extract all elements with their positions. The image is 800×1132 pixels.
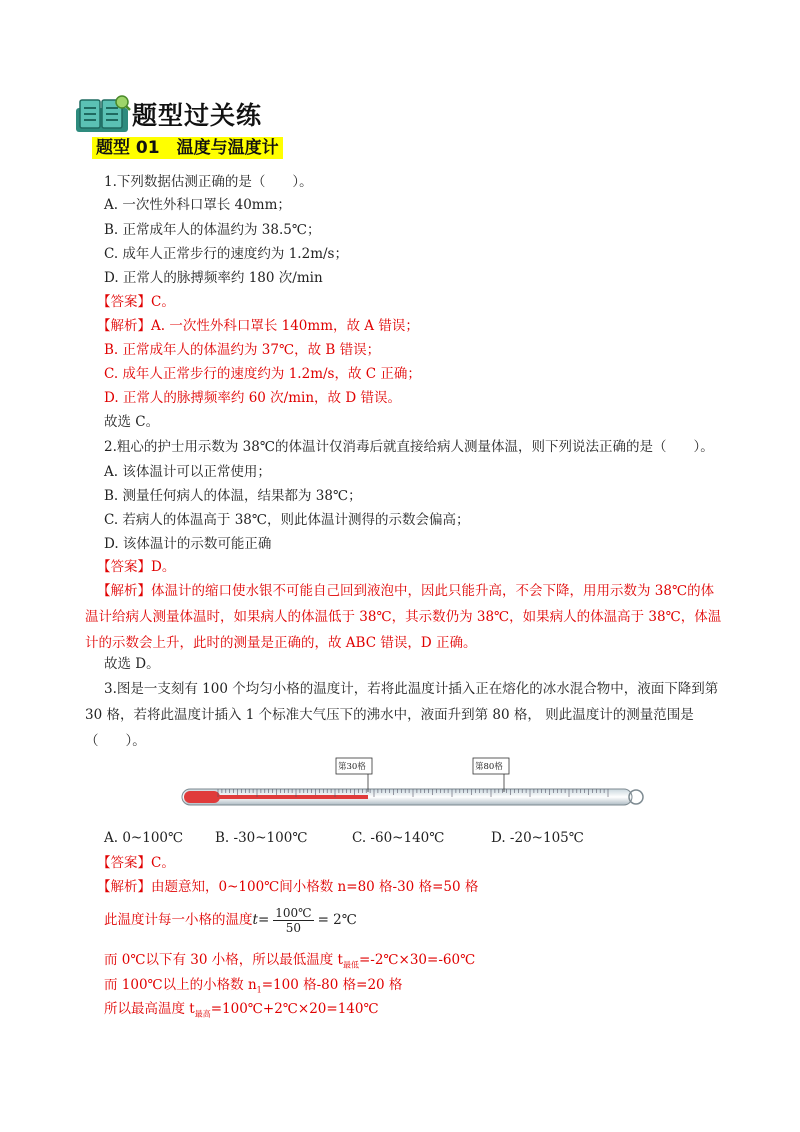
q1-analysis-4: D. 正常人的脉搏频率约 60 次/min，故 D 错误。 [104, 390, 401, 406]
formula-fraction [273, 906, 313, 935]
q2-option-b: B. 测量任何病人的体温，结果都为 38℃； [104, 488, 362, 504]
q3-option-c: C. -60~140℃ [352, 830, 445, 846]
q3-analysis-5-sub: 最高 [194, 1009, 211, 1019]
q1-stem: 1.下列数据估测正确的是（ ）。 [104, 174, 313, 190]
q3-option-a: A. 0~100℃ [104, 830, 184, 846]
q1-analysis-3: C. 成年人正常步行的速度约为 1.2m/s，故 C 正确； [104, 366, 421, 382]
section-subtitle: 题型 01 温度与温度计 [92, 137, 283, 159]
formula-result: = 2℃ [317, 912, 357, 928]
q3-stem: 3.图是一支刻有 100 个均匀小格的温度计，若将此温度计插入正在熔化的冰水混合物中，液面下降到第 30 格，若将此温度计插入 1 个标准大气压下的沸水中，液面升到第 80 格， 则此温度计的测量范围是（ ）。 [85, 681, 719, 749]
formula-numerator: 100℃ [275, 906, 312, 920]
q2-option-c: C. 若病人的体温高于 38℃，则此体温计测得的示数会偏高； [104, 512, 470, 528]
q2-answer: 【答案】D。 [97, 559, 176, 575]
q3-analysis-3 [104, 950, 475, 976]
q3-option-b: B. -30~100℃ [215, 830, 308, 846]
q3-analysis-2 [104, 905, 357, 935]
q3-analysis-1: 【解析】由题意知，0~100℃间小格数 n=80 格-30 格=50 格 [97, 879, 479, 895]
label-30: 第30格 [338, 762, 366, 772]
q3-analysis-4-suffix: =100 格-80 格=20 格 [261, 977, 403, 993]
q1-option-d: D. 正常人的脉搏频率约 180 次/min [104, 270, 323, 286]
q3-analysis-3-prefix: 而 0℃以下有 30 小格，所以最低温度 t [104, 952, 343, 968]
q2-option-d: D. 该体温计的示数可能正确 [104, 536, 272, 552]
q3-analysis-5-suffix: =100℃+2℃×20=140℃ [210, 1001, 379, 1017]
page-title: 题型过关练 [132, 101, 263, 130]
q3-analysis-5-prefix: 所以最高温度 t [104, 1001, 195, 1017]
q3-option-d: D. -20~105℃ [491, 830, 584, 846]
q3-analysis-4 [104, 975, 402, 1001]
label-80: 第80格 [475, 762, 503, 772]
q1-option-b: B. 正常成年人的体温约为 38.5℃； [104, 222, 321, 238]
q3-analysis-2-text: 此温度计每一小格的温度 [104, 912, 253, 928]
q3-analysis-5 [104, 999, 379, 1025]
q3-analysis-3-sub: 最低 [342, 960, 359, 970]
q1-analysis-1: 【解析】A. 一次性外科口罩长 140mm，故 A 错误； [97, 318, 419, 334]
q2-conclusion: 故选 D。 [104, 656, 160, 672]
q1-analysis-2: B. 正常成年人的体温约为 37℃，故 B 错误； [104, 342, 381, 358]
q1-option-a: A. 一次性外科口罩长 40mm； [104, 197, 291, 213]
q2-stem: 2.粗心的护士用示数为 38℃的体温计仅消毒后就直接给病人测量体温，则下列说法正确的是（ ）。 [104, 439, 714, 455]
q3-analysis-3-suffix: =-2℃×30=-60℃ [358, 952, 476, 968]
q1-answer: 【答案】C。 [97, 294, 175, 310]
formula-var: t [252, 912, 258, 928]
formula-denominator: 50 [285, 921, 302, 935]
q2-option-a: A. 该体温计可以正常使用； [104, 464, 271, 480]
q1-option-c: C. 成年人正常步行的速度约为 1.2m/s； [104, 246, 348, 262]
formula-eq: = [257, 912, 270, 928]
book-icon [74, 94, 132, 134]
q2-analysis: 【解析】体温计的缩口使水银不可能自己回到液泡中，因此只能升高，不会下降，用用示数为 38℃的体温计给病人测量体温时，如果病人的体温低于 38℃，其示数仍为 38℃，如果病人的体温高于 38℃，体温计的示数会上升，此时的测量是正确的，故 ABC 错误，D 正确。 [85, 583, 722, 651]
q3-answer: 【答案】C。 [97, 855, 175, 871]
q1-conclusion: 故选 C。 [104, 414, 160, 430]
q3-analysis-4-sub: 1 [256, 985, 262, 995]
thermometer-figure [178, 752, 648, 810]
q3-analysis-4-prefix: 而 100℃以上的小格数 n [104, 977, 257, 993]
